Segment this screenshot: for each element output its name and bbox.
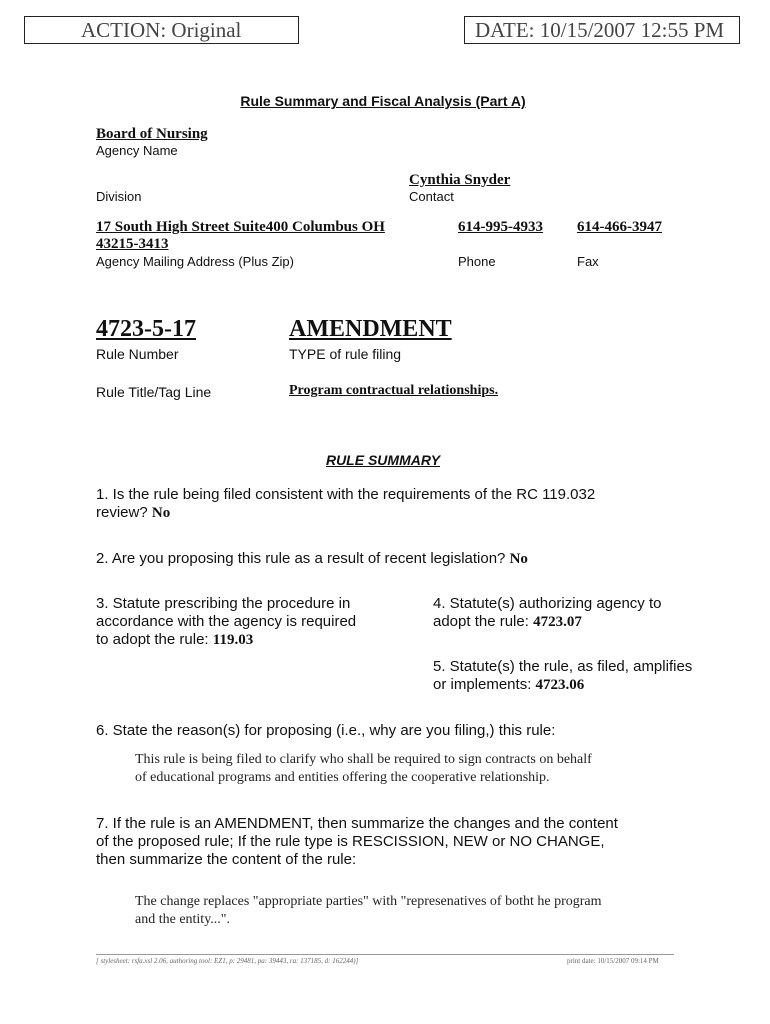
question-2: [96, 550, 528, 568]
question-1-answer: No: [151, 505, 171, 521]
agency-name-value: Board of Nursing: [96, 126, 208, 142]
division-label: Division: [96, 189, 142, 204]
question-7-line-2: of the proposed rule; If the rule type is RESCISSION, NEW or NO CHANGE,: [96, 833, 605, 850]
fax-label: Fax: [577, 254, 599, 269]
rule-title-value: Program contractual relationships.: [289, 383, 499, 398]
date-box: [464, 16, 740, 44]
question-1-line-2: [96, 504, 595, 522]
question-3-line-2: accordance with the agency is required: [96, 613, 357, 630]
footer-stylesheet-info: [ stylesheet: rsfa.xsl 2.06, authoring tool: EZ1, p: 29481, pa: 39443, ra: 137185, d: 162244)]: [96, 957, 359, 965]
question-7-answer-line-2: and the entity...".: [135, 912, 231, 927]
question-6-answer-line-1: This rule is being filed to clarify who shall be required to sign contracts on behalf: [135, 752, 592, 767]
rule-number-label: Rule Number: [96, 346, 179, 362]
question-3-line-1: 3. Statute prescribing the procedure in: [96, 595, 351, 612]
question-6-answer: [135, 751, 592, 787]
question-2-answer: No: [509, 551, 528, 567]
question-5-text: or implements:: [433, 676, 532, 693]
action-box: [24, 16, 299, 44]
phone-label: Phone: [458, 254, 496, 269]
question-7-answer-line-1: The change replaces "appropriate parties" with "represenatives of botht he program: [135, 894, 602, 909]
question-7: [96, 815, 618, 869]
footer-divider: [96, 954, 674, 955]
question-7-line-3: then summarize the content of the rule:: [96, 851, 357, 868]
rule-type-value: AMENDMENT: [289, 316, 452, 342]
question-5-answer: 4723.06: [535, 677, 585, 693]
question-5-line-2: [433, 676, 692, 694]
question-4-answer: 4723.07: [533, 614, 582, 630]
rule-summary-heading: RULE SUMMARY: [325, 452, 441, 468]
agency-name-label: Agency Name: [96, 143, 178, 158]
question-3-line-3: [96, 631, 356, 649]
question-7-answer: [135, 893, 602, 929]
question-1-line-1: 1. Is the rule being filed consistent with the requirements of the RC 119.032: [96, 486, 596, 503]
contact-label: Contact: [409, 189, 454, 204]
question-4: [433, 595, 661, 631]
question-1-text: review?: [96, 504, 148, 521]
question-3: [96, 595, 356, 649]
question-4-line-1: 4. Statute(s) authorizing agency to: [433, 595, 662, 612]
rule-title-label: Rule Title/Tag Line: [96, 384, 212, 400]
date-label: DATE: 10/15/2007 12:55 PM: [475, 18, 725, 42]
question-3-answer: 119.03: [212, 632, 254, 648]
question-2-text: 2. Are you proposing this rule as a result of recent legislation?: [96, 550, 506, 567]
question-7-line-1: 7. If the rule is an AMENDMENT, then summarize the changes and the content: [96, 815, 618, 832]
question-4-text: adopt the rule:: [433, 613, 529, 630]
rule-type-label: TYPE of rule filing: [289, 346, 402, 362]
address-line-1: 17 South High Street Suite400 Columbus OH: [96, 219, 385, 235]
question-3-text: to adopt the rule:: [96, 631, 209, 648]
phone-value: 614-995-4933: [458, 219, 543, 235]
fax-value: 614-466-3947: [577, 219, 662, 235]
question-1: [96, 486, 595, 522]
question-6: 6. State the reason(s) for proposing (i.e., why are you filing,) this rule:: [96, 722, 556, 739]
footer-print-date: print date: 10/15/2007 09:14 PM: [567, 957, 659, 965]
question-4-line-2: [433, 613, 661, 631]
contact-value: Cynthia Snyder: [409, 172, 511, 188]
question-5-line-1: 5. Statute(s) the rule, as filed, amplifies: [433, 658, 693, 675]
address-label: Agency Mailing Address (Plus Zip): [96, 254, 294, 269]
question-5: [433, 658, 692, 694]
question-6-answer-line-2: of educational programs and entities offering the cooperative relationship.: [135, 770, 550, 785]
address-line-2: 43215-3413: [96, 236, 169, 252]
page-title: Rule Summary and Fiscal Analysis (Part A): [240, 93, 526, 109]
rule-number-value: 4723-5-17: [96, 316, 196, 342]
action-label: ACTION: Original: [81, 18, 242, 42]
